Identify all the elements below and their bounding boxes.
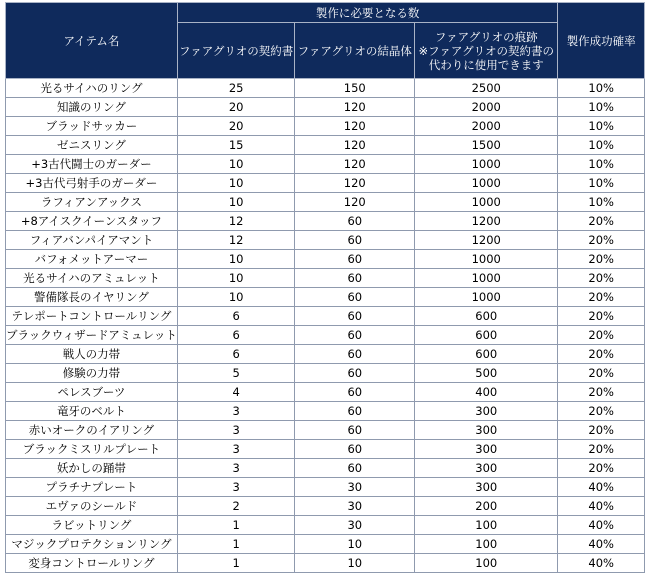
trace-cell: 300 <box>415 478 558 497</box>
item-name-cell: マジックプロテクションリング <box>6 535 178 554</box>
item-name-cell: 修験の力帯 <box>6 364 178 383</box>
item-name-cell: フィアバンパイアマント <box>6 231 178 250</box>
crystal-cell: 60 <box>295 402 415 421</box>
trace-cell: 1000 <box>415 250 558 269</box>
success-rate-cell: 20% <box>558 421 645 440</box>
success-rate-cell: 40% <box>558 478 645 497</box>
table-row <box>6 231 645 250</box>
table-row <box>6 250 645 269</box>
table-row <box>6 155 645 174</box>
item-name-cell: テレポートコントロールリング <box>6 307 178 326</box>
table-row <box>6 288 645 307</box>
trace-cell: 400 <box>415 383 558 402</box>
contract-cell: 3 <box>177 440 295 459</box>
table-row <box>6 79 645 98</box>
table-header <box>6 3 645 79</box>
contract-cell: 10 <box>177 288 295 307</box>
table-row <box>6 535 645 554</box>
contract-cell: 2 <box>177 497 295 516</box>
contract-cell: 6 <box>177 326 295 345</box>
success-rate-cell: 20% <box>558 307 645 326</box>
success-rate-cell: 20% <box>558 326 645 345</box>
success-rate-cell: 10% <box>558 117 645 136</box>
header-crystal: ファアグリオの結晶体 <box>295 23 415 79</box>
contract-cell: 15 <box>177 136 295 155</box>
crystal-cell: 30 <box>295 516 415 535</box>
contract-cell: 12 <box>177 212 295 231</box>
success-rate-cell: 20% <box>558 212 645 231</box>
item-name-cell: 光るサイハのリング <box>6 79 178 98</box>
success-rate-cell: 10% <box>558 155 645 174</box>
crystal-cell: 120 <box>295 136 415 155</box>
trace-cell: 1000 <box>415 174 558 193</box>
item-name-cell: ペレスブーツ <box>6 383 178 402</box>
table-row <box>6 117 645 136</box>
table-row <box>6 193 645 212</box>
trace-cell: 1200 <box>415 212 558 231</box>
item-name-cell: ラビットリング <box>6 516 178 535</box>
contract-cell: 25 <box>177 79 295 98</box>
contract-cell: 1 <box>177 535 295 554</box>
success-rate-cell: 10% <box>558 98 645 117</box>
item-name-cell: 知識のリング <box>6 98 178 117</box>
crystal-cell: 60 <box>295 440 415 459</box>
trace-cell: 600 <box>415 326 558 345</box>
item-name-cell: バフォメットアーマー <box>6 250 178 269</box>
contract-cell: 1 <box>177 516 295 535</box>
table-row <box>6 364 645 383</box>
table-row <box>6 383 645 402</box>
table-row <box>6 212 645 231</box>
trace-cell: 600 <box>415 307 558 326</box>
trace-cell: 100 <box>415 516 558 535</box>
trace-cell: 300 <box>415 440 558 459</box>
trace-cell: 200 <box>415 497 558 516</box>
crystal-cell: 60 <box>295 364 415 383</box>
contract-cell: 3 <box>177 402 295 421</box>
trace-cell: 1000 <box>415 288 558 307</box>
table-row <box>6 478 645 497</box>
trace-cell: 1200 <box>415 231 558 250</box>
contract-cell: 10 <box>177 174 295 193</box>
crafting-table-container <box>5 2 645 573</box>
crystal-cell: 60 <box>295 288 415 307</box>
item-name-cell: +3古代弓射手のガーダー <box>6 174 178 193</box>
table-row <box>6 497 645 516</box>
success-rate-cell: 20% <box>558 250 645 269</box>
contract-cell: 3 <box>177 459 295 478</box>
table-row <box>6 440 645 459</box>
header-trace <box>415 23 558 79</box>
trace-cell: 1000 <box>415 155 558 174</box>
header-materials-group: 製作に必要となる数 <box>177 3 558 23</box>
contract-cell: 3 <box>177 478 295 497</box>
table-row <box>6 554 645 573</box>
table-body <box>6 79 645 573</box>
crystal-cell: 120 <box>295 174 415 193</box>
contract-cell: 3 <box>177 421 295 440</box>
item-name-cell: 竜牙のベルト <box>6 402 178 421</box>
table-row <box>6 326 645 345</box>
trace-cell: 2000 <box>415 117 558 136</box>
trace-cell: 1000 <box>415 193 558 212</box>
table-row <box>6 345 645 364</box>
success-rate-cell: 10% <box>558 174 645 193</box>
trace-cell: 1500 <box>415 136 558 155</box>
table-row <box>6 98 645 117</box>
contract-cell: 10 <box>177 250 295 269</box>
table-row <box>6 402 645 421</box>
success-rate-cell: 40% <box>558 554 645 573</box>
item-name-cell: エヴァのシールド <box>6 497 178 516</box>
trace-cell: 100 <box>415 554 558 573</box>
item-name-cell: ラフィアンアックス <box>6 193 178 212</box>
success-rate-cell: 40% <box>558 516 645 535</box>
success-rate-cell: 20% <box>558 383 645 402</box>
crystal-cell: 60 <box>295 250 415 269</box>
success-rate-cell: 40% <box>558 497 645 516</box>
crystal-cell: 30 <box>295 497 415 516</box>
contract-cell: 5 <box>177 364 295 383</box>
table-row <box>6 459 645 478</box>
crystal-cell: 150 <box>295 79 415 98</box>
item-name-cell: 警備隊長のイヤリング <box>6 288 178 307</box>
item-name-cell: 光るサイハのアミュレット <box>6 269 178 288</box>
success-rate-cell: 20% <box>558 231 645 250</box>
crystal-cell: 60 <box>295 326 415 345</box>
header-contract: ファアグリオの契約書 <box>177 23 295 79</box>
header-trace-line3: 代わりに使用できます <box>428 57 544 72</box>
success-rate-cell: 10% <box>558 136 645 155</box>
crystal-cell: 10 <box>295 554 415 573</box>
crystal-cell: 60 <box>295 269 415 288</box>
header-trace-line2: ※ファアグリオの契約書の <box>418 43 554 58</box>
success-rate-cell: 20% <box>558 440 645 459</box>
crystal-cell: 60 <box>295 231 415 250</box>
crystal-cell: 10 <box>295 535 415 554</box>
success-rate-cell: 40% <box>558 535 645 554</box>
contract-cell: 6 <box>177 307 295 326</box>
item-name-cell: 変身コントロールリング <box>6 554 178 573</box>
item-name-cell: ブラックミスリルプレート <box>6 440 178 459</box>
success-rate-cell: 20% <box>558 288 645 307</box>
contract-cell: 6 <box>177 345 295 364</box>
item-name-cell: 妖かしの踊帯 <box>6 459 178 478</box>
success-rate-cell: 20% <box>558 269 645 288</box>
contract-cell: 10 <box>177 155 295 174</box>
contract-cell: 12 <box>177 231 295 250</box>
crystal-cell: 60 <box>295 345 415 364</box>
crystal-cell: 60 <box>295 307 415 326</box>
table-row <box>6 136 645 155</box>
crystal-cell: 60 <box>295 383 415 402</box>
item-name-cell: 赤いオークのイアリング <box>6 421 178 440</box>
crystal-cell: 60 <box>295 459 415 478</box>
header-item-name: アイテム名 <box>6 3 178 79</box>
header-success-rate: 製作成功確率 <box>558 3 645 79</box>
success-rate-cell: 20% <box>558 345 645 364</box>
table-row <box>6 516 645 535</box>
contract-cell: 10 <box>177 193 295 212</box>
success-rate-cell: 20% <box>558 459 645 478</box>
trace-cell: 300 <box>415 421 558 440</box>
crystal-cell: 120 <box>295 193 415 212</box>
table-row <box>6 269 645 288</box>
crystal-cell: 120 <box>295 155 415 174</box>
success-rate-cell: 20% <box>558 364 645 383</box>
contract-cell: 4 <box>177 383 295 402</box>
trace-cell: 500 <box>415 364 558 383</box>
trace-cell: 300 <box>415 402 558 421</box>
table-row <box>6 421 645 440</box>
item-name-cell: ブラッドサッカー <box>6 117 178 136</box>
trace-cell: 1000 <box>415 269 558 288</box>
crystal-cell: 60 <box>295 421 415 440</box>
contract-cell: 10 <box>177 269 295 288</box>
header-trace-line1: ファアグリオの痕跡 <box>434 29 538 44</box>
item-name-cell: +8アイスクイーンスタッフ <box>6 212 178 231</box>
crafting-requirements-table <box>5 2 645 573</box>
table-row <box>6 307 645 326</box>
contract-cell: 20 <box>177 98 295 117</box>
success-rate-cell: 10% <box>558 79 645 98</box>
item-name-cell: ゼニスリング <box>6 136 178 155</box>
item-name-cell: プラチナプレート <box>6 478 178 497</box>
trace-cell: 100 <box>415 535 558 554</box>
item-name-cell: ブラックウィザードアミュレット <box>6 326 178 345</box>
trace-cell: 600 <box>415 345 558 364</box>
crystal-cell: 120 <box>295 98 415 117</box>
item-name-cell: 戦人の力帯 <box>6 345 178 364</box>
crystal-cell: 30 <box>295 478 415 497</box>
contract-cell: 20 <box>177 117 295 136</box>
trace-cell: 2500 <box>415 79 558 98</box>
trace-cell: 2000 <box>415 98 558 117</box>
success-rate-cell: 10% <box>558 193 645 212</box>
trace-cell: 300 <box>415 459 558 478</box>
table-row <box>6 174 645 193</box>
crystal-cell: 120 <box>295 117 415 136</box>
item-name-cell: +3古代闘士のガーダー <box>6 155 178 174</box>
crystal-cell: 60 <box>295 212 415 231</box>
contract-cell: 1 <box>177 554 295 573</box>
success-rate-cell: 20% <box>558 402 645 421</box>
